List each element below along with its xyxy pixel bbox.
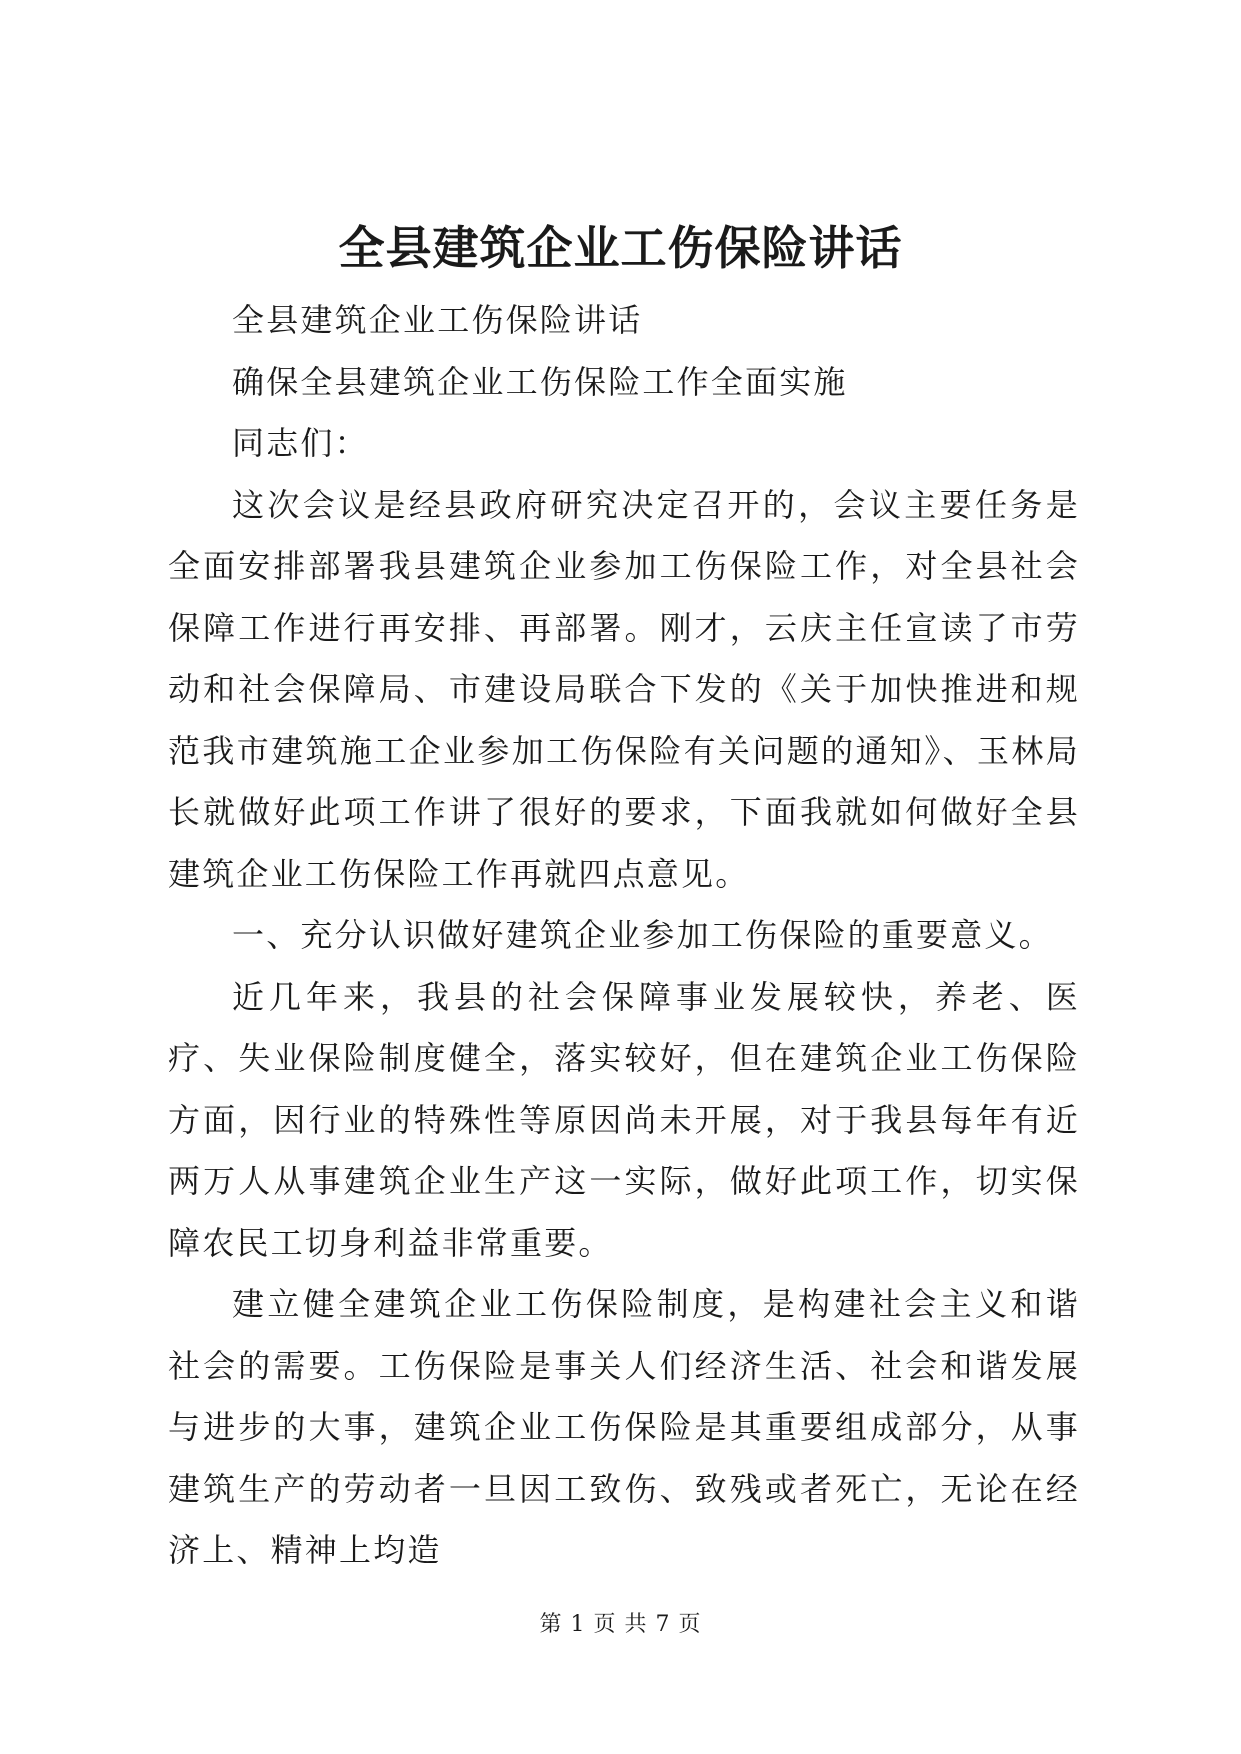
document-body <box>168 290 1080 1582</box>
paragraph-significance: 建立健全建筑企业工伤保险制度，是构建社会主义和谐社会的需要。工伤保险是事关人们经济生活、社会和谐发展与进步的大事，建筑企业工伤保险是其重要组成部分，从事建筑生产的劳动者一旦因工致伤、致残或者死亡，无论在经济上、精神上均造 <box>168 1285 1080 1569</box>
paragraph-intro: 这次会议是经县政府研究决定召开的，会议主要任务是全面安排部署我县建筑企业参加工伤保险工作，对全县社会保障工作进行再安排、再部署。刚才，云庆主任宣读了市劳动和社会保障局、市建设局联合下发的《关于加快推进和规范我市建筑施工企业参加工伤保险有关问题的通知》、玉林局长就做好此项工作讲了很好的要求，下面我就如何做好全县建筑企业工伤保险工作再就四点意见。 <box>168 485 1080 893</box>
page-footer: 第 1 页 共 7 页 <box>539 1612 702 1637</box>
paragraph-salutation: 同志们： <box>232 424 369 462</box>
paragraph-subtitle: 确保全县建筑企业工伤保险工作全面实施 <box>232 362 848 401</box>
paragraph-section-one-heading: 一、充分认识做好建筑企业参加工伤保险的重要意义。 <box>232 916 1053 954</box>
paragraph-background: 近几年来，我县的社会保障事业发展较快，养老、医疗、失业保险制度健全，落实较好，但在建筑企业工伤保险方面，因行业的特殊性等原因尚未开展，对于我县每年有近两万人从事建筑企业生产这一实际，做好此项工作，切实保障农民工切身利益非常重要。 <box>168 977 1080 1262</box>
paragraph-heading-repeat: 全县建筑企业工伤保险讲话 <box>232 301 643 339</box>
document-title: 全县建筑企业工伤保险讲话 <box>338 221 903 275</box>
